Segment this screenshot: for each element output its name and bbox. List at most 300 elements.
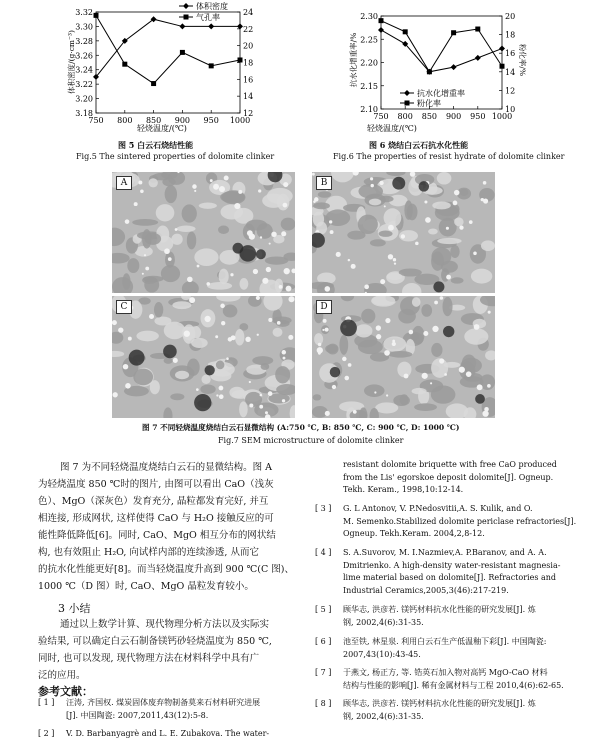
sem-pore xyxy=(351,264,356,269)
data-point xyxy=(451,64,457,70)
sem-grain xyxy=(136,331,158,342)
series-line xyxy=(381,21,502,72)
sem-grain xyxy=(281,218,295,231)
reference-item: resistant dolomite briquette with free CaO produced from the Lis' egorskoe deposit dolomite[J]. Ogneup. Tekh. Keram., 1998,10:12-14. xyxy=(343,460,557,494)
sem-panel-a-label: A xyxy=(116,176,132,190)
sem-grain xyxy=(133,369,153,386)
reference-number: [ 1 ] xyxy=(38,698,55,707)
sem-grain xyxy=(273,328,283,337)
sem-void xyxy=(392,177,405,190)
sem-pore xyxy=(386,394,388,396)
sem-pore xyxy=(446,275,451,280)
sem-pore xyxy=(288,296,294,302)
sem-pore xyxy=(288,335,293,340)
sem-pore xyxy=(210,179,213,182)
sem-pore xyxy=(371,184,374,187)
sem-grain xyxy=(175,371,189,379)
reference-number: [ 2 ] xyxy=(38,729,55,738)
y-tick-label: 3.24 xyxy=(75,65,93,75)
x-tick-label: 750 xyxy=(88,116,104,125)
sem-pore xyxy=(379,181,383,185)
sem-pore xyxy=(409,330,414,335)
sem-grain xyxy=(200,385,215,394)
fig5-legend-density: 体积密度 xyxy=(196,2,228,11)
sem-grain xyxy=(471,269,492,284)
x-tick-label: 800 xyxy=(117,116,133,125)
sem-void xyxy=(205,365,215,375)
sem-pore xyxy=(134,202,138,206)
sem-grain xyxy=(164,358,173,364)
y-tick-label: 2.10 xyxy=(360,105,378,114)
reference-number: [ 6 ] xyxy=(315,637,332,646)
sem-pore xyxy=(113,392,118,397)
sem-pore xyxy=(260,236,262,238)
data-point xyxy=(122,62,127,67)
sem-pore xyxy=(393,258,396,261)
reference-item: [ 8 ] 顾华志, 洪彦若. 镁钙材料抗水化性能的研究发展[J]. 炼 钢, 2002,4(6):31-35. xyxy=(315,699,536,721)
sem-grain xyxy=(388,351,412,358)
p1-line: 色）、MgO（深灰色）发育充分, 晶粒都发育完好, 并互 xyxy=(38,496,269,507)
sem-pore xyxy=(219,186,225,192)
sem-void xyxy=(475,394,485,404)
series-line xyxy=(381,30,502,72)
sem-pore xyxy=(353,410,357,414)
sem-pore xyxy=(374,391,376,393)
sem-grain xyxy=(239,401,248,417)
sem-pore xyxy=(332,385,336,389)
y2-tick-label: 18 xyxy=(505,30,516,40)
sem-pore xyxy=(282,350,286,354)
sem-pore xyxy=(230,273,233,276)
sem-panel-d xyxy=(312,296,495,418)
sem-pore xyxy=(430,382,432,384)
sem-grain xyxy=(235,329,244,346)
p2-line: 验结果, 可以确定白云石制备镁钙砂轻烧温度为 850 ℃, xyxy=(38,636,272,647)
sem-pore xyxy=(284,268,290,274)
y2-tick-label: 24 xyxy=(243,8,254,17)
sem-pore xyxy=(283,357,286,360)
sem-pore xyxy=(249,381,251,383)
x-tick-label: 900 xyxy=(174,116,191,125)
sem-pore xyxy=(197,265,200,268)
sem-grain xyxy=(170,393,184,400)
y-tick-label: 3.18 xyxy=(75,109,93,118)
sem-grain xyxy=(132,219,158,226)
sem-pore xyxy=(322,329,324,331)
sem-grain xyxy=(171,234,182,245)
x-tick-label: 950 xyxy=(470,112,486,121)
y-tick-label: 3.20 xyxy=(75,94,93,104)
sem-grain xyxy=(142,276,157,284)
sem-pore xyxy=(253,269,258,274)
fig7-caption-cn: 图 7 不同轻烧温度烧结白云石显微结构 (A:750 ℃, B: 850 ℃, C: 900 ℃, D: 1000 ℃) xyxy=(142,423,460,432)
sem-grain xyxy=(442,297,452,316)
sem-pore xyxy=(459,226,463,230)
y2-tick-label: 20 xyxy=(243,41,254,51)
fig6-y-label-right: 粉化率/% xyxy=(518,43,527,77)
fig5-caption-cn: 图 5 白云石烧结性能 xyxy=(118,140,194,150)
sem-void xyxy=(340,320,357,337)
y-tick-label: 3.32 xyxy=(75,8,93,17)
paragraph-microstructure xyxy=(38,459,300,595)
sem-void xyxy=(443,326,454,337)
sem-pore xyxy=(262,278,268,284)
sem-pore xyxy=(238,190,242,194)
sem-void xyxy=(433,281,444,292)
sem-pore xyxy=(394,262,396,264)
sem-grain xyxy=(199,203,217,209)
reference-number: [ 3 ] xyxy=(315,504,332,513)
y-tick-label: 2.20 xyxy=(360,58,378,68)
y-tick-label: 3.26 xyxy=(75,51,93,61)
legend-marker xyxy=(183,3,189,9)
sem-grain xyxy=(182,204,197,222)
sem-grain xyxy=(149,178,158,187)
sem-pore xyxy=(283,203,288,208)
sem-pore xyxy=(128,337,132,341)
fig6-chart xyxy=(300,0,601,140)
sem-pore xyxy=(483,181,487,185)
sem-pore xyxy=(257,334,259,336)
sem-pore xyxy=(477,384,483,390)
sem-grain xyxy=(364,384,384,397)
p1-line: 构, 也有效阻止 H₂O, 向试样内部的连续渗透, 从而它 xyxy=(38,547,259,558)
data-point xyxy=(379,18,384,23)
sem-pore xyxy=(213,184,219,190)
data-point xyxy=(180,50,185,55)
sem-pore xyxy=(268,391,273,396)
sem-grain xyxy=(412,326,424,345)
sem-pore xyxy=(444,373,447,376)
sem-pore xyxy=(187,277,193,283)
sem-pore xyxy=(219,386,224,391)
sem-pore xyxy=(281,231,286,236)
sem-grain xyxy=(275,366,290,383)
legend-marker xyxy=(404,90,410,96)
sem-pore xyxy=(376,325,381,330)
sem-grain xyxy=(400,394,409,405)
sem-grain xyxy=(127,258,139,273)
x-tick-label: 1000 xyxy=(229,116,251,125)
sem-void xyxy=(163,345,177,359)
sem-pore xyxy=(256,296,260,300)
sem-grain xyxy=(379,231,393,237)
reference-number: [ 7 ] xyxy=(315,668,332,677)
sem-pore xyxy=(149,314,154,319)
sem-grain xyxy=(358,215,378,234)
sem-grain xyxy=(156,204,175,221)
sem-grain xyxy=(451,277,464,283)
sem-grain xyxy=(370,239,386,246)
sem-grain xyxy=(267,188,293,204)
sem-grain xyxy=(187,232,196,250)
x-tick-label: 900 xyxy=(445,112,462,121)
fig6-caption-cn: 图 6 烧结白云石抗水化性能 xyxy=(369,140,469,150)
y2-tick-label: 22 xyxy=(243,24,254,34)
fig6-legend-powder: 粉化率 xyxy=(417,99,441,108)
sem-grain xyxy=(414,403,437,411)
sem-pore xyxy=(312,173,315,176)
p1-line: 相连接, 形成网状, 这样使得 CaO 与 H₂O 接触反应的可 xyxy=(38,513,274,524)
p2-line: 泛的应用。 xyxy=(38,670,86,681)
sem-pore xyxy=(415,242,419,246)
sem-pore xyxy=(329,220,332,223)
y-tick-label: 2.30 xyxy=(360,12,378,21)
fig6-caption-en: Fig.6 The properties of resist hydrate of dolomite clinker xyxy=(333,152,565,161)
sem-pore xyxy=(423,331,428,336)
data-point xyxy=(179,23,185,29)
sem-grain xyxy=(223,305,238,318)
sem-panel-c xyxy=(112,296,295,418)
sem-pore xyxy=(279,285,283,289)
sem-pore xyxy=(364,285,369,290)
references-heading: 参考文献： xyxy=(38,685,93,698)
sem-grain xyxy=(339,335,348,355)
sem-grain xyxy=(318,191,331,197)
sem-pore xyxy=(164,248,170,254)
data-point xyxy=(209,63,214,68)
x-tick-label: 850 xyxy=(145,116,162,125)
sem-pore xyxy=(282,399,285,402)
sem-grain xyxy=(252,356,273,365)
sem-grain xyxy=(216,361,225,370)
data-point xyxy=(451,30,456,35)
sem-pore xyxy=(144,254,146,256)
sem-void xyxy=(240,245,257,262)
sem-pore xyxy=(432,326,438,332)
sem-grain xyxy=(164,322,186,340)
sem-pore xyxy=(265,411,268,414)
sem-pore xyxy=(376,334,381,339)
sem-pore xyxy=(231,335,236,340)
sem-pore xyxy=(388,254,393,259)
sem-pore xyxy=(318,343,321,346)
sem-void xyxy=(256,249,266,259)
paragraph-conclusion xyxy=(38,616,300,684)
sem-pore xyxy=(206,282,210,286)
sem-grain xyxy=(404,200,412,219)
sem-pore xyxy=(434,301,438,305)
sem-grain xyxy=(207,282,232,290)
sem-pore xyxy=(204,316,210,322)
sem-pore xyxy=(474,324,480,330)
sem-void xyxy=(419,181,430,192)
p1-line: 能性降低降低[6]。同时, CaO、MgO 相互分布的网状结 xyxy=(38,530,276,541)
sem-pore xyxy=(224,176,229,181)
sem-pore xyxy=(392,342,396,346)
sem-grain xyxy=(154,302,163,317)
data-point xyxy=(151,81,156,86)
sem-grain xyxy=(412,297,421,307)
p2-line: 同时, 也可以发现, 现代物理方法在材料科学中具有广 xyxy=(38,653,260,664)
p1-line: 为轻烧温度 850 ℃时的图片, 由图可以看出 CaO（浅灰 xyxy=(38,479,274,490)
reference-number: [ 4 ] xyxy=(315,548,332,557)
sem-grain xyxy=(443,362,460,368)
sem-pore xyxy=(330,230,334,234)
sem-pore xyxy=(404,374,409,379)
data-point xyxy=(427,69,432,74)
y2-tick-label: 14 xyxy=(243,92,254,102)
sem-grain xyxy=(428,228,438,234)
fig6-y-label-left: 抗水化增重率/% xyxy=(349,32,358,88)
sem-pore xyxy=(245,337,250,342)
sem-panel-a xyxy=(112,172,295,293)
p1-line: 的抗水化性能更好[8]。而当轻烧温度升高到 900 ℃(C 图)、 xyxy=(38,564,294,575)
reference-number: [ 5 ] xyxy=(315,605,332,614)
sem-pore xyxy=(469,220,473,224)
sem-pore xyxy=(446,227,449,230)
sem-grain xyxy=(246,220,267,231)
sem-void xyxy=(194,394,211,411)
y2-tick-label: 12 xyxy=(243,109,254,118)
reference-item: [ 1 ] 汪涛, 齐国权. 煤炭固体废弃物制备莫来石材料研究进展 [J]. 中国陶瓷: 2007,2011,43(12):5-8. xyxy=(38,698,261,720)
sem-void xyxy=(330,367,340,377)
sem-grain xyxy=(454,217,464,226)
sem-grain xyxy=(421,304,432,317)
sem-pore xyxy=(189,297,195,303)
p1-line: 图 7 为不同轻烧温度烧结白云石的显微结构。图 A xyxy=(60,462,272,473)
sem-grain xyxy=(355,324,372,337)
sem-pore xyxy=(325,286,331,292)
sem-panel-c-label: C xyxy=(116,300,132,314)
sem-grain xyxy=(361,309,375,324)
x-tick-label: 750 xyxy=(373,112,389,121)
sem-grain xyxy=(481,240,495,251)
sem-pore xyxy=(219,394,224,399)
sem-pore xyxy=(483,198,488,203)
fig5-caption-en: Fig.5 The sintered properties of dolomite clinker xyxy=(76,152,275,161)
sem-pore xyxy=(259,405,263,409)
y-tick-label: 2.15 xyxy=(360,81,378,91)
y2-tick-label: 16 xyxy=(505,49,516,59)
sem-pore xyxy=(226,357,229,360)
y2-tick-label: 16 xyxy=(243,75,254,85)
data-point xyxy=(403,29,408,34)
sem-pore xyxy=(215,335,218,338)
legend-marker xyxy=(405,101,410,106)
sem-grain xyxy=(142,229,151,248)
sem-panel-b xyxy=(312,172,495,293)
reference-item: [ 2 ] V. D. Barbanyagrè and L. E. Zubakova. The water- xyxy=(38,728,308,742)
fig5-legend-porosity: 气孔率 xyxy=(196,13,220,22)
y2-tick-label: 10 xyxy=(505,105,516,114)
sem-pore xyxy=(142,273,144,275)
sem-pore xyxy=(271,232,276,237)
sem-pore xyxy=(112,320,117,325)
x-tick-label: 800 xyxy=(397,112,413,121)
sem-pore xyxy=(384,205,386,207)
data-point xyxy=(475,55,481,61)
sem-pore xyxy=(221,321,225,325)
sem-pore xyxy=(466,371,472,377)
sem-pore xyxy=(268,318,272,322)
sem-grain xyxy=(201,375,210,384)
sem-pore xyxy=(348,363,352,367)
sem-pore xyxy=(473,252,477,256)
y2-tick-label: 18 xyxy=(243,58,254,68)
sem-pore xyxy=(424,200,427,203)
sem-pore xyxy=(384,350,390,356)
sem-void xyxy=(129,350,145,366)
reference-item: [ 6 ] 池至铁, 林星泉. 利用白云石生产低温釉下彩[J]. 中国陶瓷: 2007,43(10):43-45. xyxy=(315,637,547,659)
sem-pore xyxy=(323,319,327,323)
reference-item: [ 3 ] G. L Antonov, V. P.Nedosvitii,A. S. Kulik, and O. M. Semenko.Stabilized dolomite periclase refractories[J]. Ogneup. Tekh.Keram. 2004,2,8-12. xyxy=(315,504,577,538)
sem-pore xyxy=(325,411,330,416)
p1-line: 1000 ℃（D 图）时, CaO、MgO 晶粒发育较小。 xyxy=(38,581,254,592)
sem-pore xyxy=(482,410,488,416)
section-heading-conclusion: 3 小结 xyxy=(58,602,91,615)
sem-grain xyxy=(431,343,442,357)
fig6-legend-hydration: 抗水化增重率 xyxy=(417,89,465,98)
sem-pore xyxy=(175,228,178,231)
fig5-chart xyxy=(0,0,300,140)
sem-pore xyxy=(370,177,373,180)
x-tick-label: 950 xyxy=(203,116,219,125)
sem-grain xyxy=(386,273,402,280)
sem-pore xyxy=(388,225,394,231)
legend-marker xyxy=(184,15,189,20)
sem-pore xyxy=(260,394,262,396)
sem-pore xyxy=(385,318,390,323)
sem-pore xyxy=(380,279,385,284)
reference-item: [ 4 ] S. A.Suvorov, M. I.Nazmiev,A. P.Baranov, and A. A. Dmitrienko. A high-density water-resistant magnesia- lime material based on dolomite[J]. Refractories and Industrial Ceramics,2005,3(46):217-219. xyxy=(315,548,561,595)
sem-grain xyxy=(412,388,427,394)
y2-tick-label: 14 xyxy=(505,67,516,77)
plot-frame xyxy=(96,12,240,113)
sem-pore xyxy=(192,184,197,189)
sem-grain xyxy=(432,202,451,210)
sem-pore xyxy=(283,182,288,187)
sem-pore xyxy=(118,327,123,332)
data-point xyxy=(500,64,505,69)
x-tick-label: 1000 xyxy=(491,112,513,121)
sem-grain xyxy=(313,394,322,400)
sem-grain xyxy=(325,344,338,353)
fig5-y-label-left: 体积密度/(g·cm⁻³) xyxy=(67,30,76,94)
sem-pore xyxy=(453,201,458,206)
sem-grain xyxy=(437,238,461,244)
sem-grain xyxy=(375,402,398,413)
sem-pore xyxy=(216,394,218,396)
sem-grain xyxy=(194,248,218,266)
fig7-caption-en: Fig.7 SEM microstructure of dolomite clinker xyxy=(218,436,404,445)
sem-grain xyxy=(239,278,248,290)
y2-tick-label: 20 xyxy=(505,12,516,21)
sem-pore xyxy=(401,234,405,238)
sem-pore xyxy=(125,383,131,389)
sem-pore xyxy=(325,328,329,332)
sem-pore xyxy=(145,267,149,271)
sem-pore xyxy=(140,189,144,193)
y-tick-label: 3.28 xyxy=(75,36,93,46)
sem-pore xyxy=(258,189,261,192)
x-tick-label: 850 xyxy=(421,112,438,121)
fig6-x-label: 轻烧温度/(℃) xyxy=(367,124,417,133)
sem-pore xyxy=(348,259,350,261)
sem-pore xyxy=(454,190,460,196)
sem-grain xyxy=(165,185,177,203)
sem-grain xyxy=(272,316,292,324)
sem-pore xyxy=(336,252,341,257)
reference-item: [ 7 ] 于燕文, 杨正方, 等. 锆英石加入物对高钙 MgO-CaO 材料 结构与性能的影响[J]. 稀有金属材料与工程 2010,4(6):62-65. xyxy=(315,668,564,690)
sem-pore xyxy=(487,384,491,388)
data-point xyxy=(475,27,480,32)
sem-pore xyxy=(459,367,465,373)
sem-pore xyxy=(168,257,172,261)
sem-pore xyxy=(196,388,199,391)
sem-pore xyxy=(439,358,444,363)
sem-grain xyxy=(369,199,381,206)
